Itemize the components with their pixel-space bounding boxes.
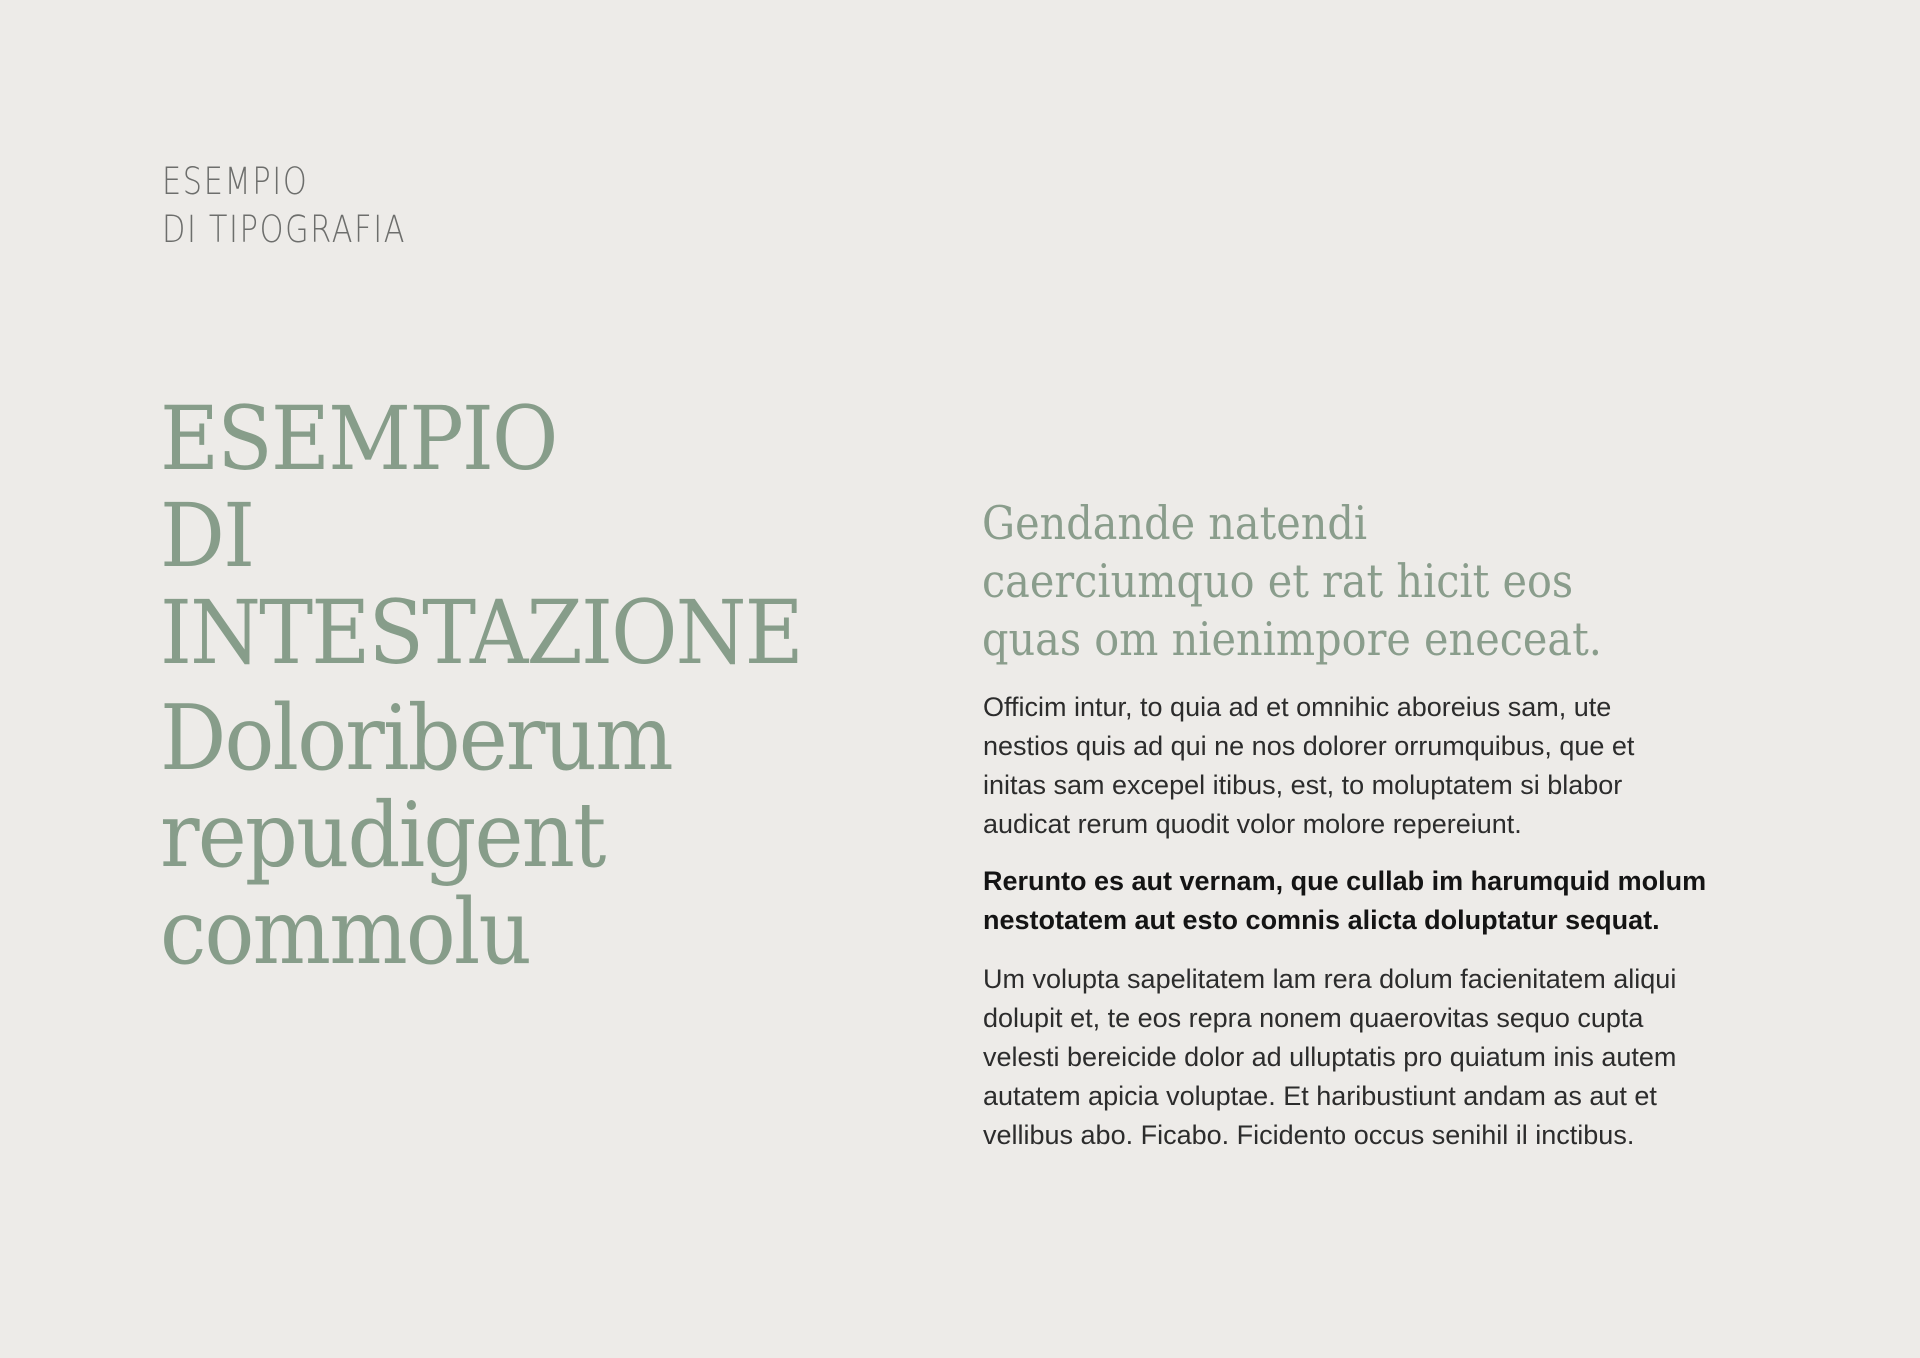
sample-subheading-line: repudigent [160, 783, 605, 888]
body-line: autatem apicia voluptae. Et haribustiunt andam as aut et [983, 1081, 1657, 1111]
section-label-line: ESEMPIO [162, 160, 309, 203]
sample-subheading-line: Doloriberum [160, 686, 672, 791]
body-line: velesti bereicide dolor ad ulluptatis pro quiatum inis autem [983, 1042, 1677, 1072]
body-line: Officim intur, to quia ad et omnihic aboreius sam, ute [983, 692, 1612, 722]
lead-line: Gendande natendi [982, 496, 1368, 550]
body-line: vellibus abo. Ficabo. Ficidento occus senihil il inctibus. [983, 1120, 1635, 1150]
body-line: nestios quis ad qui ne nos dolorer orrumquibus, que et [983, 731, 1635, 761]
sample-subheading [160, 686, 672, 985]
lead-line: caerciumquo et rat hicit eos [982, 554, 1574, 608]
sample-heading [160, 387, 802, 684]
section-label-line: DI TIPOGRAFIA [162, 208, 407, 251]
body-paragraph-bold [983, 862, 1763, 940]
lead-line: quas om nienimpore eneceat. [982, 612, 1602, 666]
body-line: dolupit et, te eos repra nonem quaerovitas sequo cupta [983, 1003, 1644, 1033]
body-paragraph-1 [983, 688, 1763, 844]
sample-heading-line: INTESTAZIONE [160, 581, 802, 684]
sample-subheading-line: commolu [160, 880, 531, 985]
sample-heading-line: ESEMPIO [160, 387, 557, 490]
body-line: initas sam excepel itibus, est, to moluptatem si blabor [983, 770, 1623, 800]
section-label [162, 158, 406, 254]
body-paragraph-3 [983, 960, 1763, 1155]
body-line: nestotatem aut esto comnis alicta doluptatur sequat. [983, 905, 1660, 935]
body-line: Um volupta sapelitatem lam rera dolum facienitatem aliqui [983, 964, 1677, 994]
body-line: audicat rerum quodit volor molore repereiunt. [983, 809, 1522, 839]
sample-heading-line: DI [160, 484, 254, 587]
lead-paragraph [982, 494, 1602, 668]
body-line: Rerunto es aut vernam, que cullab im harumquid molum [983, 866, 1707, 896]
